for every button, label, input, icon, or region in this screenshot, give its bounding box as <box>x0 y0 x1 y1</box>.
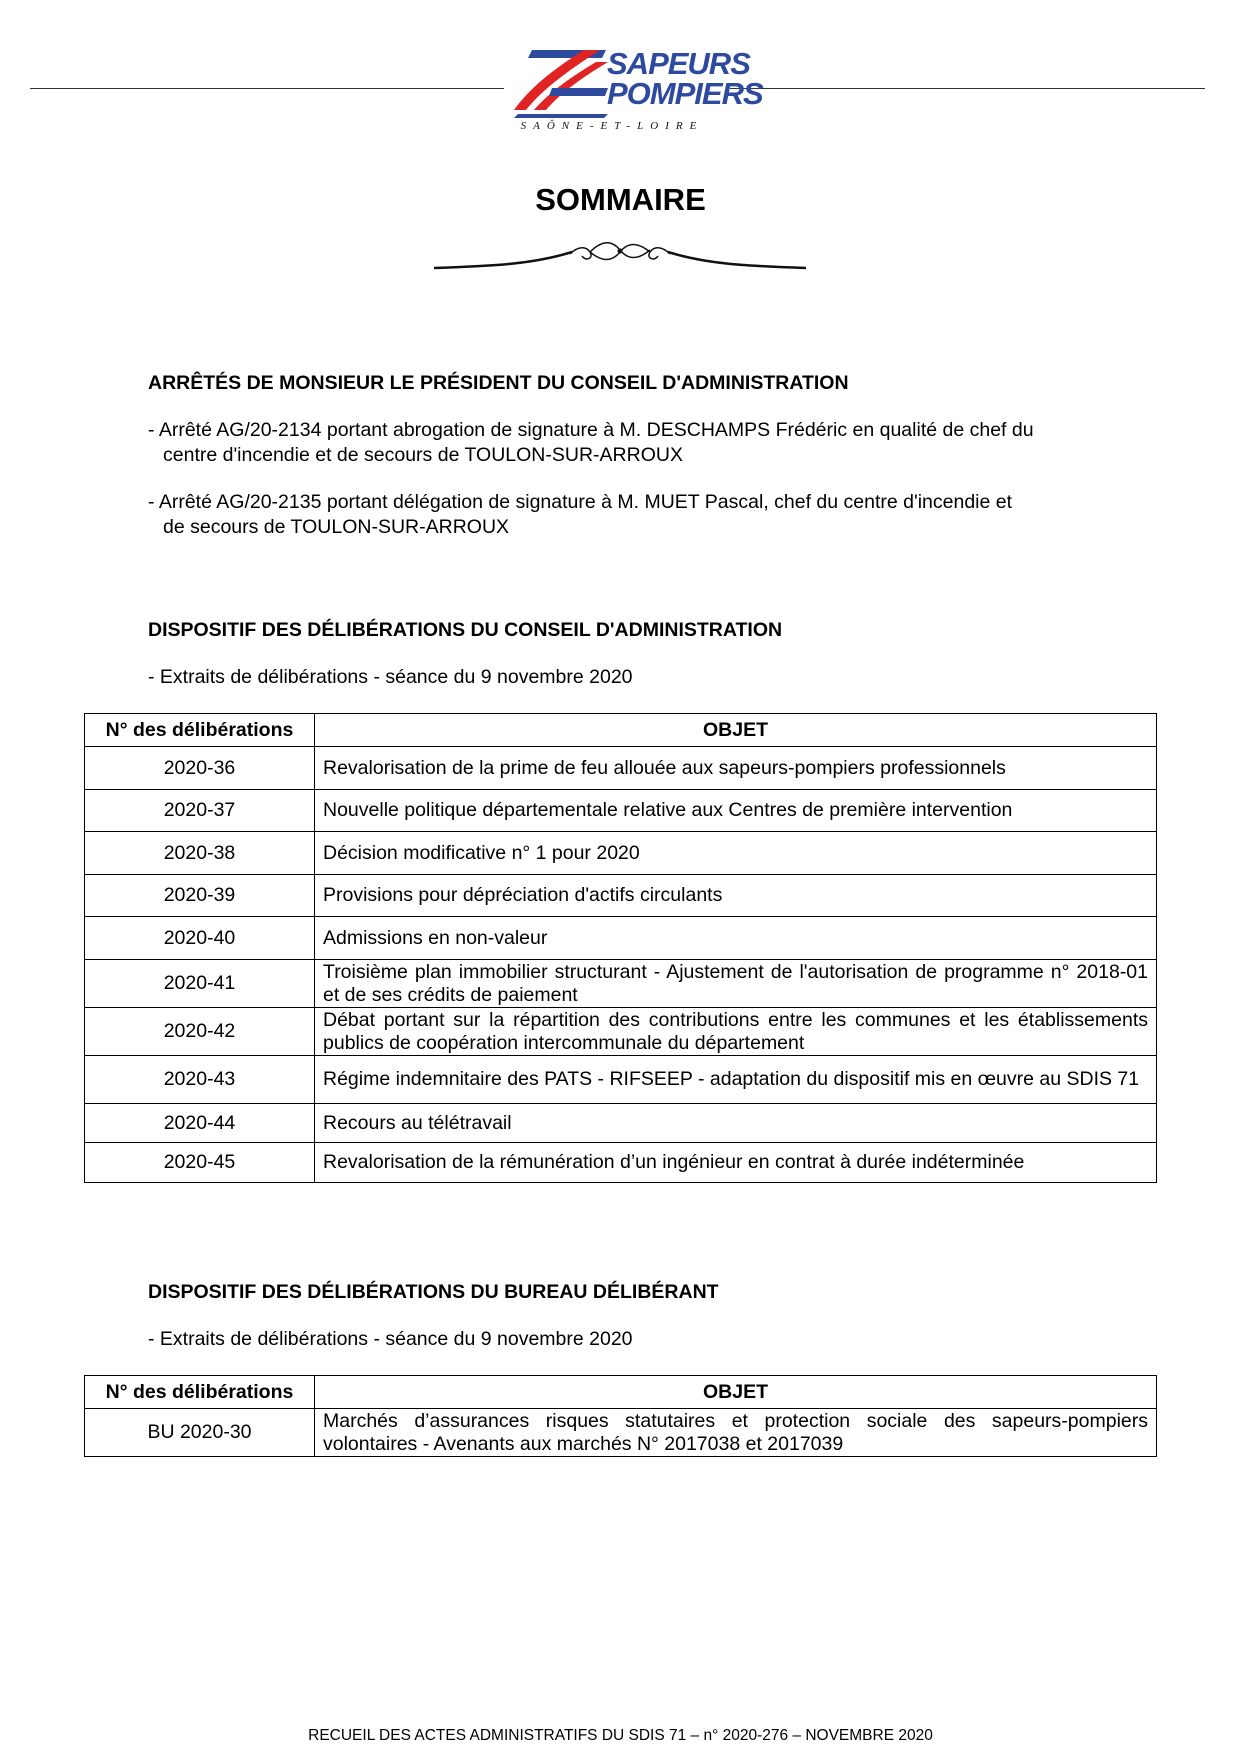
deliberation-objet: Revalorisation de la prime de feu allouée aux sapeurs-pompiers professionnels <box>315 747 1157 790</box>
ca-subtitle: - Extraits de délibérations - séance du 9 novembre 2020 <box>148 666 633 688</box>
sapeurs-pompiers-logo <box>512 46 763 138</box>
deliberation-objet: Régime indemnitaire des PATS - RIFSEEP - adaptation du dispositif mis en œuvre au SDIS 71 <box>315 1056 1157 1104</box>
deliberation-objet: Marchés d’assurances risques statutaires et protection sociale des sapeurs-pompiers volontaires - Avenants aux marchés N° 2017038 et 2017039 <box>315 1409 1157 1457</box>
table-row <box>85 1104 1157 1143</box>
deliberation-number: 2020-39 <box>85 875 315 917</box>
deliberation-number: 2020-42 <box>85 1008 315 1056</box>
ornament-divider-icon <box>434 240 806 276</box>
table-row <box>85 790 1157 832</box>
table-row <box>85 1409 1157 1457</box>
arrete-item-1-line2: centre d'incendie et de secours de TOULON-SUR-ARROUX <box>163 444 683 466</box>
deliberation-objet: Troisième plan immobilier structurant - Ajustement de l'autorisation de programme n° 2018-01 et de ses crédits de paiement <box>315 960 1157 1008</box>
deliberation-number: 2020-38 <box>85 832 315 875</box>
logo-subtitle: SAÔNE-ET-LOIRE <box>520 120 704 132</box>
arrete-item-1 <box>148 418 1098 468</box>
column-header-number: N° des délibérations <box>85 1376 315 1409</box>
deliberation-number: 2020-43 <box>85 1056 315 1104</box>
deliberation-number: BU 2020-30 <box>85 1409 315 1457</box>
bureau-deliberations-table <box>84 1375 1157 1457</box>
deliberation-objet: Revalorisation de la rémunération d’un ingénieur en contrat à durée indéterminée <box>315 1143 1157 1183</box>
page-footer: RECUEIL DES ACTES ADMINISTRATIFS DU SDIS 71 – n° 2020-276 – NOVEMBRE 2020 <box>308 1727 933 1744</box>
table-header-row <box>85 714 1157 747</box>
table-row <box>85 1008 1157 1056</box>
logo-word-sapeurs: SAPEURS <box>607 46 750 81</box>
deliberation-number: 2020-45 <box>85 1143 315 1183</box>
table-row <box>85 747 1157 790</box>
header-rule-left <box>30 88 504 89</box>
table-row <box>85 832 1157 875</box>
arrete-item-2-line1: - Arrêté AG/20-2135 portant délégation de signature à M. MUET Pascal, chef du centre d'incendie et <box>148 491 1013 513</box>
table-row <box>85 1056 1157 1104</box>
deliberation-objet: Recours au télétravail <box>315 1104 1157 1143</box>
deliberation-objet: Décision modificative n° 1 pour 2020 <box>315 832 1157 875</box>
deliberation-number: 2020-41 <box>85 960 315 1008</box>
deliberation-number: 2020-37 <box>85 790 315 832</box>
table-row <box>85 917 1157 960</box>
ca-heading: DISPOSITIF DES DÉLIBÉRATIONS DU CONSEIL D'ADMINISTRATION <box>148 619 783 641</box>
column-header-objet: OBJET <box>315 714 1157 747</box>
bureau-subtitle: - Extraits de délibérations - séance du 9 novembre 2020 <box>148 1328 633 1350</box>
logo-word-pompiers: POMPIERS <box>607 76 763 111</box>
arrete-item-1-line1: - Arrêté AG/20-2134 portant abrogation de signature à M. DESCHAMPS Frédéric en qualité de chef du <box>148 419 1034 441</box>
header-rule-right <box>730 88 1205 89</box>
deliberation-objet: Provisions pour dépréciation d'actifs circulants <box>315 875 1157 917</box>
table-row <box>85 1143 1157 1183</box>
arrete-item-2-line2: de secours de TOULON-SUR-ARROUX <box>163 516 510 538</box>
page-title: SOMMAIRE <box>535 182 706 217</box>
arretes-heading: ARRÊTÉS DE MONSIEUR LE PRÉSIDENT DU CONSEIL D'ADMINISTRATION <box>148 372 849 394</box>
arrete-item-2 <box>148 490 1098 540</box>
deliberation-number: 2020-40 <box>85 917 315 960</box>
ca-deliberations-table <box>84 713 1157 1183</box>
deliberation-objet: Débat portant sur la répartition des contributions entre les communes et les établissements publics de coopération intercommunale du département <box>315 1008 1157 1056</box>
table-header-row <box>85 1376 1157 1409</box>
column-header-number: N° des délibérations <box>85 714 315 747</box>
deliberation-number: 2020-36 <box>85 747 315 790</box>
deliberation-objet: Nouvelle politique départementale relative aux Centres de première intervention <box>315 790 1157 832</box>
table-row <box>85 960 1157 1008</box>
deliberation-number: 2020-44 <box>85 1104 315 1143</box>
column-header-objet: OBJET <box>315 1376 1157 1409</box>
deliberation-objet: Admissions en non-valeur <box>315 917 1157 960</box>
table-row <box>85 875 1157 917</box>
bureau-heading: DISPOSITIF DES DÉLIBÉRATIONS DU BUREAU DÉLIBÉRANT <box>148 1281 719 1303</box>
logo-swoosh-icon <box>512 48 612 118</box>
